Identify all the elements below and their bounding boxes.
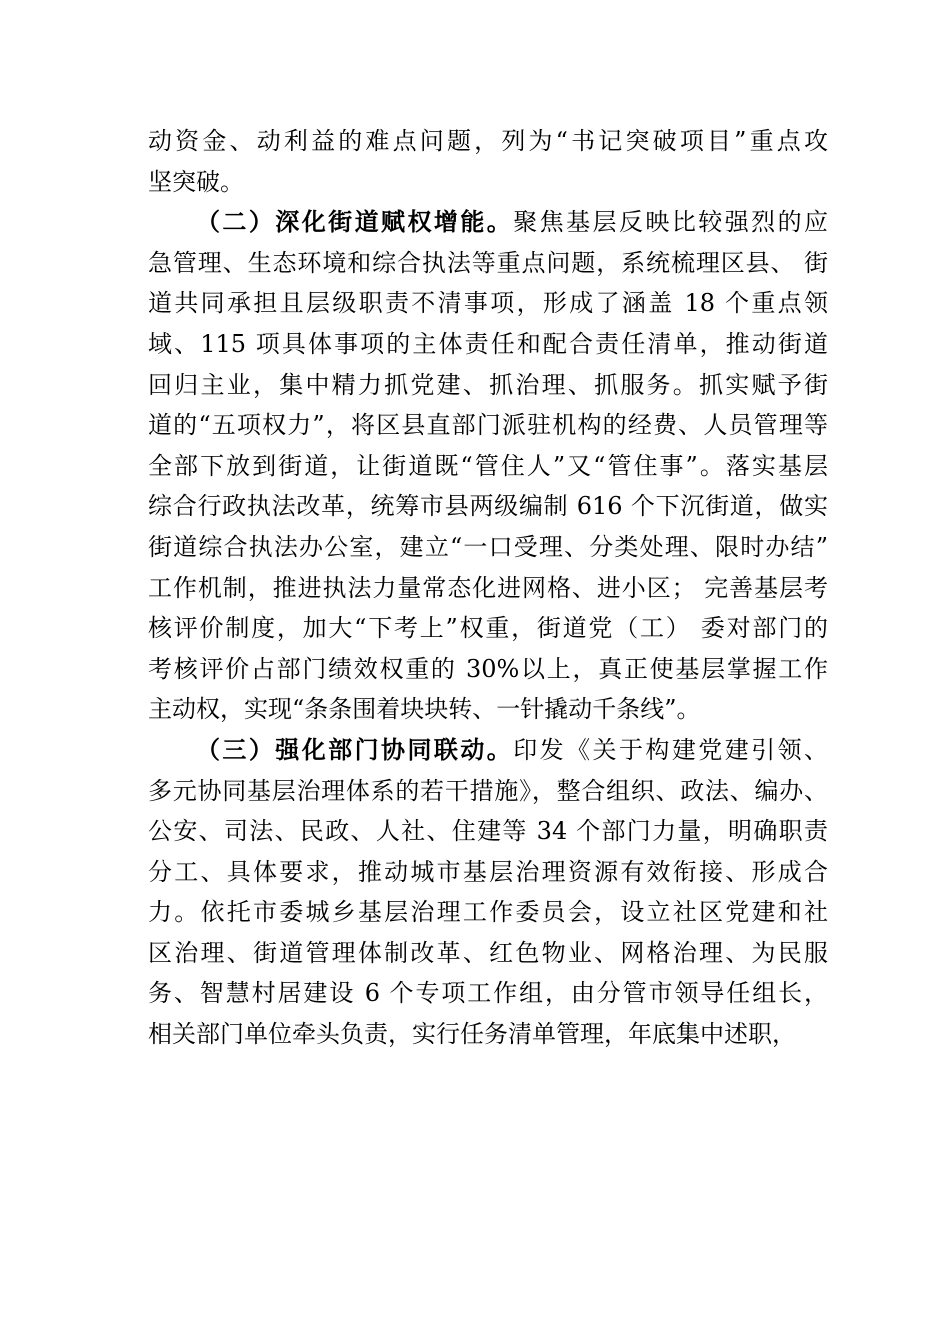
para1-line-1: 动资金、动利益的难点问题，列为“书记突破项目”重点攻 [148, 127, 828, 155]
para2-line: 街道综合执法办公室，建立“一口受理、分类处理、限时办结” [148, 532, 828, 561]
para2-line: 道共同承担且层级职责不清事项，形成了涵盖 18 个重点领 [148, 289, 828, 318]
para3-line: 区治理、街道管理体制改革、红色物业、网格治理、为民服 [148, 938, 828, 967]
para3-line: 力。依托市委城乡基层治理工作委员会，设立社区党建和社 [148, 898, 828, 927]
para2-line-last: 主动权，实现“条条围着块块转、一针撬动千条线”。 [148, 695, 701, 724]
para2-line: 域、115 项具体事项的主体责任和配合责任清单，推动街道 [148, 329, 828, 358]
para2-line: 综合行政执法改革，统筹市县两级编制 616 个下沉街道，做实 [148, 492, 828, 521]
para3-line: 分工、具体要求，推动城市基层治理资源有效衔接、形成合 [148, 857, 828, 886]
para2-first-line [148, 202, 828, 243]
para2-line: 工作机制，推进执法力量常态化进网格、进小区； 完善基层考 [148, 573, 828, 602]
para3-line-last: 相关部门单位牵头负责，实行任务清单管理，年底集中述职， [148, 1020, 796, 1049]
para2-line: 急管理、生态环境和综合执法等重点问题，系统梳理区县、 街 [148, 248, 828, 277]
para3-line: 务、智慧村居建设 6 个专项工作组，由分管市领导任组长， [148, 979, 828, 1008]
para2-heading: （二）深化街道赋权增能。 [196, 207, 514, 237]
para2-line: 回归主业，集中精力抓党建、抓治理、抓服务。抓实赋予街 [148, 370, 828, 399]
para2-line: 考核评价占部门绩效权重的 30%以上，真正使基层掌握工作 [148, 654, 828, 683]
para3-first-line [148, 730, 828, 771]
para2-line: 核评价制度，加大“下考上”权重，街道党（工） 委对部门的 [148, 614, 828, 643]
para3-first-line-rest: 印发《关于构建党建引领、 [513, 735, 829, 764]
para1-line-2: 坚突破。 [148, 167, 244, 196]
para3-line: 多元协同基层治理体系的若干措施》，整合组织、政法、编办、 [148, 776, 828, 805]
para3-line: 公安、司法、民政、人社、住建等 34 个部门力量，明确职责 [148, 817, 828, 846]
para2-line: 全部下放到街道，让街道既“管住人”又“管住事”。落实基层 [148, 451, 828, 480]
para3-heading: （三）强化部门协同联动。 [196, 734, 514, 764]
para2-line: 道的“五项权力”，将区县直部门派驻机构的经费、人员管理等 [148, 411, 828, 440]
para2-first-line-rest: 聚焦基层反映比较强烈的应 [513, 208, 829, 237]
document-body [148, 121, 828, 1055]
